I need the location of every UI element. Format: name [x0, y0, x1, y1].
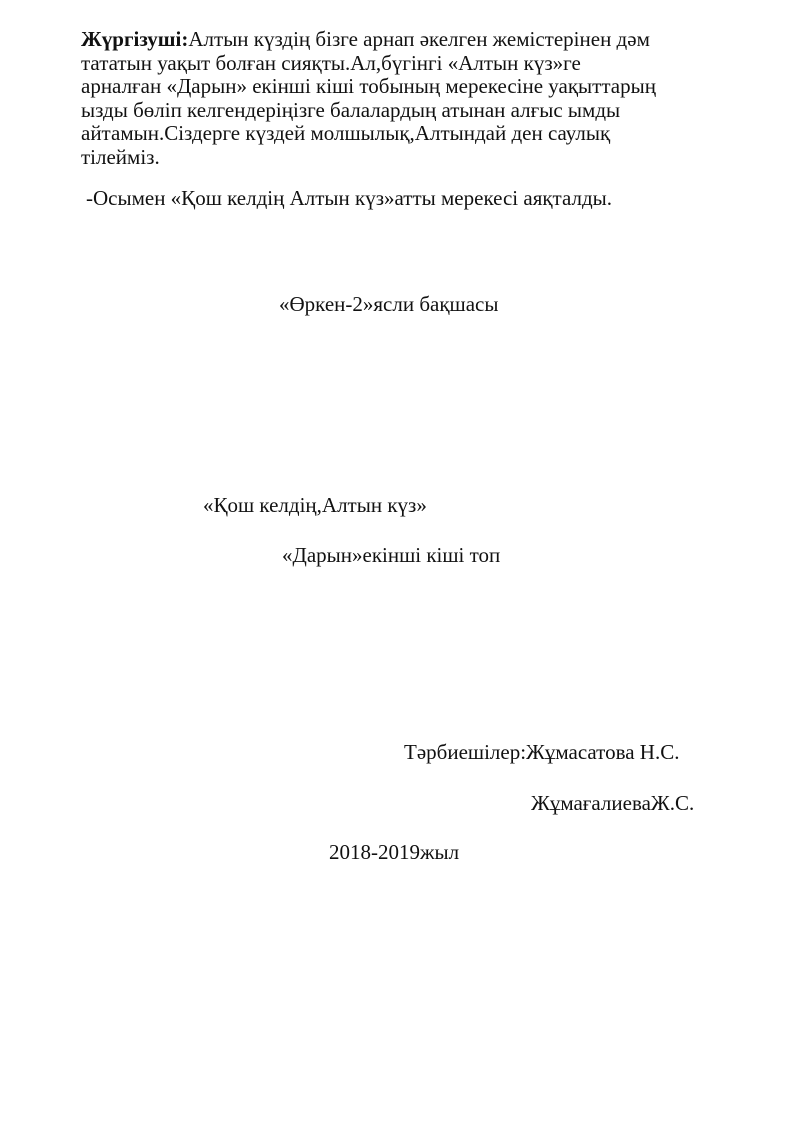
speaker-label: Жүргізуші: — [81, 27, 189, 51]
kindergarten-name: «Өркен-2»ясли бақшасы — [279, 292, 499, 316]
paragraph-line-3: арналған «Дарын» екінші кіші тобының мерекесіне уақыттарың — [81, 74, 656, 98]
paragraph-line-1-text: Алтын күздің бізге арнап әкелген жемістерінен дәм — [188, 27, 650, 51]
paragraph-line-2: тататын уақыт болған сияқты.Ал,бүгінгі «Алтын күз»ге — [81, 50, 581, 75]
paragraph-line-1 — [81, 28, 741, 52]
teachers-line-1: Тәрбиешілер:Жұмасатова Н.С. — [404, 740, 680, 764]
group-name: «Дарын»екінші кіші топ — [282, 543, 501, 567]
host-paragraph — [81, 28, 741, 169]
teachers-line-2: ЖұмағалиеваЖ.С. — [531, 791, 695, 815]
paragraph-line-6: тілейміз. — [81, 144, 160, 169]
event-title: «Қош келдің,Алтын күз» — [203, 493, 427, 517]
paragraph-line-5: айтамын.Сіздерге күздей молшылық,Алтындай ден саулық — [81, 121, 611, 145]
paragraph-line-4: ызды бөліп келгендеріңізге балалардың атынан алғыс ымды — [81, 97, 621, 122]
academic-year: 2018-2019жыл — [329, 840, 460, 864]
closing-sentence: -Осымен «Қош келдің Алтын күз»атты мерекесі аяқталды. — [86, 186, 613, 210]
